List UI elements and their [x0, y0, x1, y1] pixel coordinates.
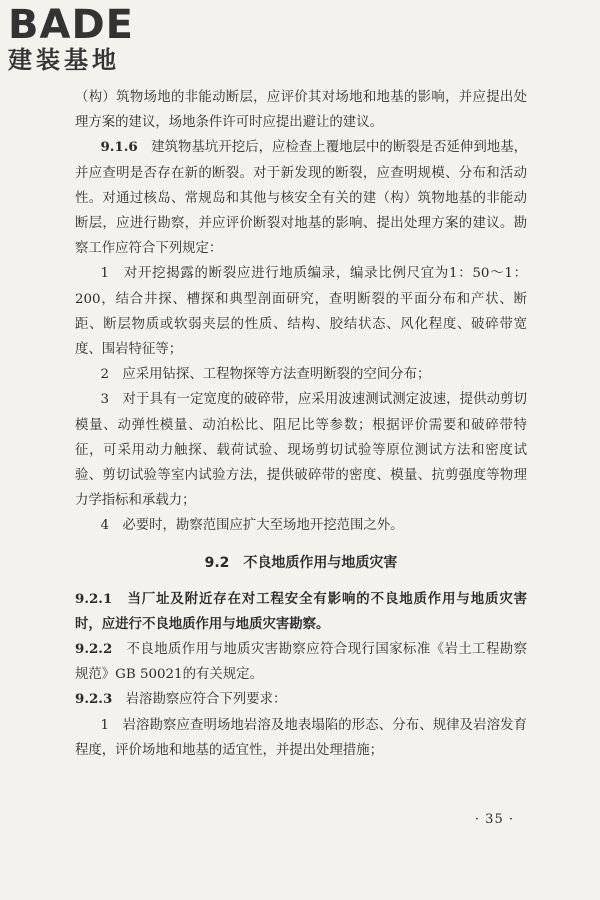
list-item-2: 2 应采用钻探、工程物探等方法查明断裂的空间分布； [100, 367, 431, 383]
clause-number: 9.2.3 [75, 691, 113, 708]
list-item-karst-1: 1 岩溶勘察应查明场地岩溶及地表塌陷的形态、分布、规律及岩溶发育程度，评价场地和地基的适宜性，并提出处理措施； [75, 717, 527, 758]
clause-number: 9.1.6 [100, 139, 138, 156]
clause-9-2-2 [75, 637, 527, 687]
clause-9-1-6 [75, 135, 527, 261]
clause-text: 当厂址及附近存在对工程安全有影响的不良地质作用与地质灾害时，应进行不良地质作用与地质灾害勘察。 [75, 590, 528, 632]
section-heading: 9.2 不良地质作用与地质灾害 [204, 554, 398, 571]
clause-9-2-1 [75, 587, 527, 637]
clause-text: 建筑物基坑开挖后，应检查上覆地层中的断裂是否延伸到地基，并应查明是否存在新的断裂。对于新发现的断裂，应查明规模、分布和活动性。对通过核岛、常规岛和其他与核安全有关的建（构）筑物地基的非能动断层，应进行勘察，并应评价断裂对地基的影响、提出处理方案的建议。勘察工作应符合下列规定： [75, 140, 528, 257]
paragraph-continued: （构）筑物场地的非能动断层，应评价其对场地和地基的影响，并应提出处理方案的建议，场地条件许可时应提出避让的建议。 [75, 90, 527, 131]
clause-text: 不良地质作用与地质灾害勘察应符合现行国家标准《岩土工程勘察规范》GB 50021的有关规定。 [75, 642, 528, 683]
clause-text: 岩溶勘察应符合下列要求： [125, 692, 287, 708]
list-item-1: 1 对开挖揭露的断裂应进行地质编录，编录比例尺宜为1：50～1：200，结合井探、槽探和典型剖面研究，查明断裂的平面分布和产状、断距、断层物质或软弱夹层的性质、结构、胶结状态、风化程度、破碎带宽度、围岩特征等； [75, 266, 527, 358]
logo-wordmark: BADE [8, 2, 134, 48]
list-item-4: 4 必要时，勘察范围应扩大至场地开挖范围之外。 [100, 518, 404, 534]
clause-number: 9.2.2 [75, 641, 113, 658]
logo [8, 4, 134, 74]
page-number: · 35 · [474, 812, 514, 827]
page-body [75, 85, 527, 763]
list-item-3: 3 对于具有一定宽度的破碎带，应采用波速测试测定波速，提供动剪切模量、动弹性模量、动泊松比、阻尼比等参数；根据评价需要和破碎带特征，可采用动力触探、载荷试验、现场剪切试验等原位测试方法和密度试验、剪切试验等室内试验方法，提供破碎带的密度、模量、抗剪强度等物理力学指标和承载力； [75, 392, 527, 509]
logo-subtitle: 建装基地 [8, 46, 120, 74]
clause-9-2-3 [75, 687, 527, 712]
clause-number: 9.2.1 [75, 590, 113, 607]
